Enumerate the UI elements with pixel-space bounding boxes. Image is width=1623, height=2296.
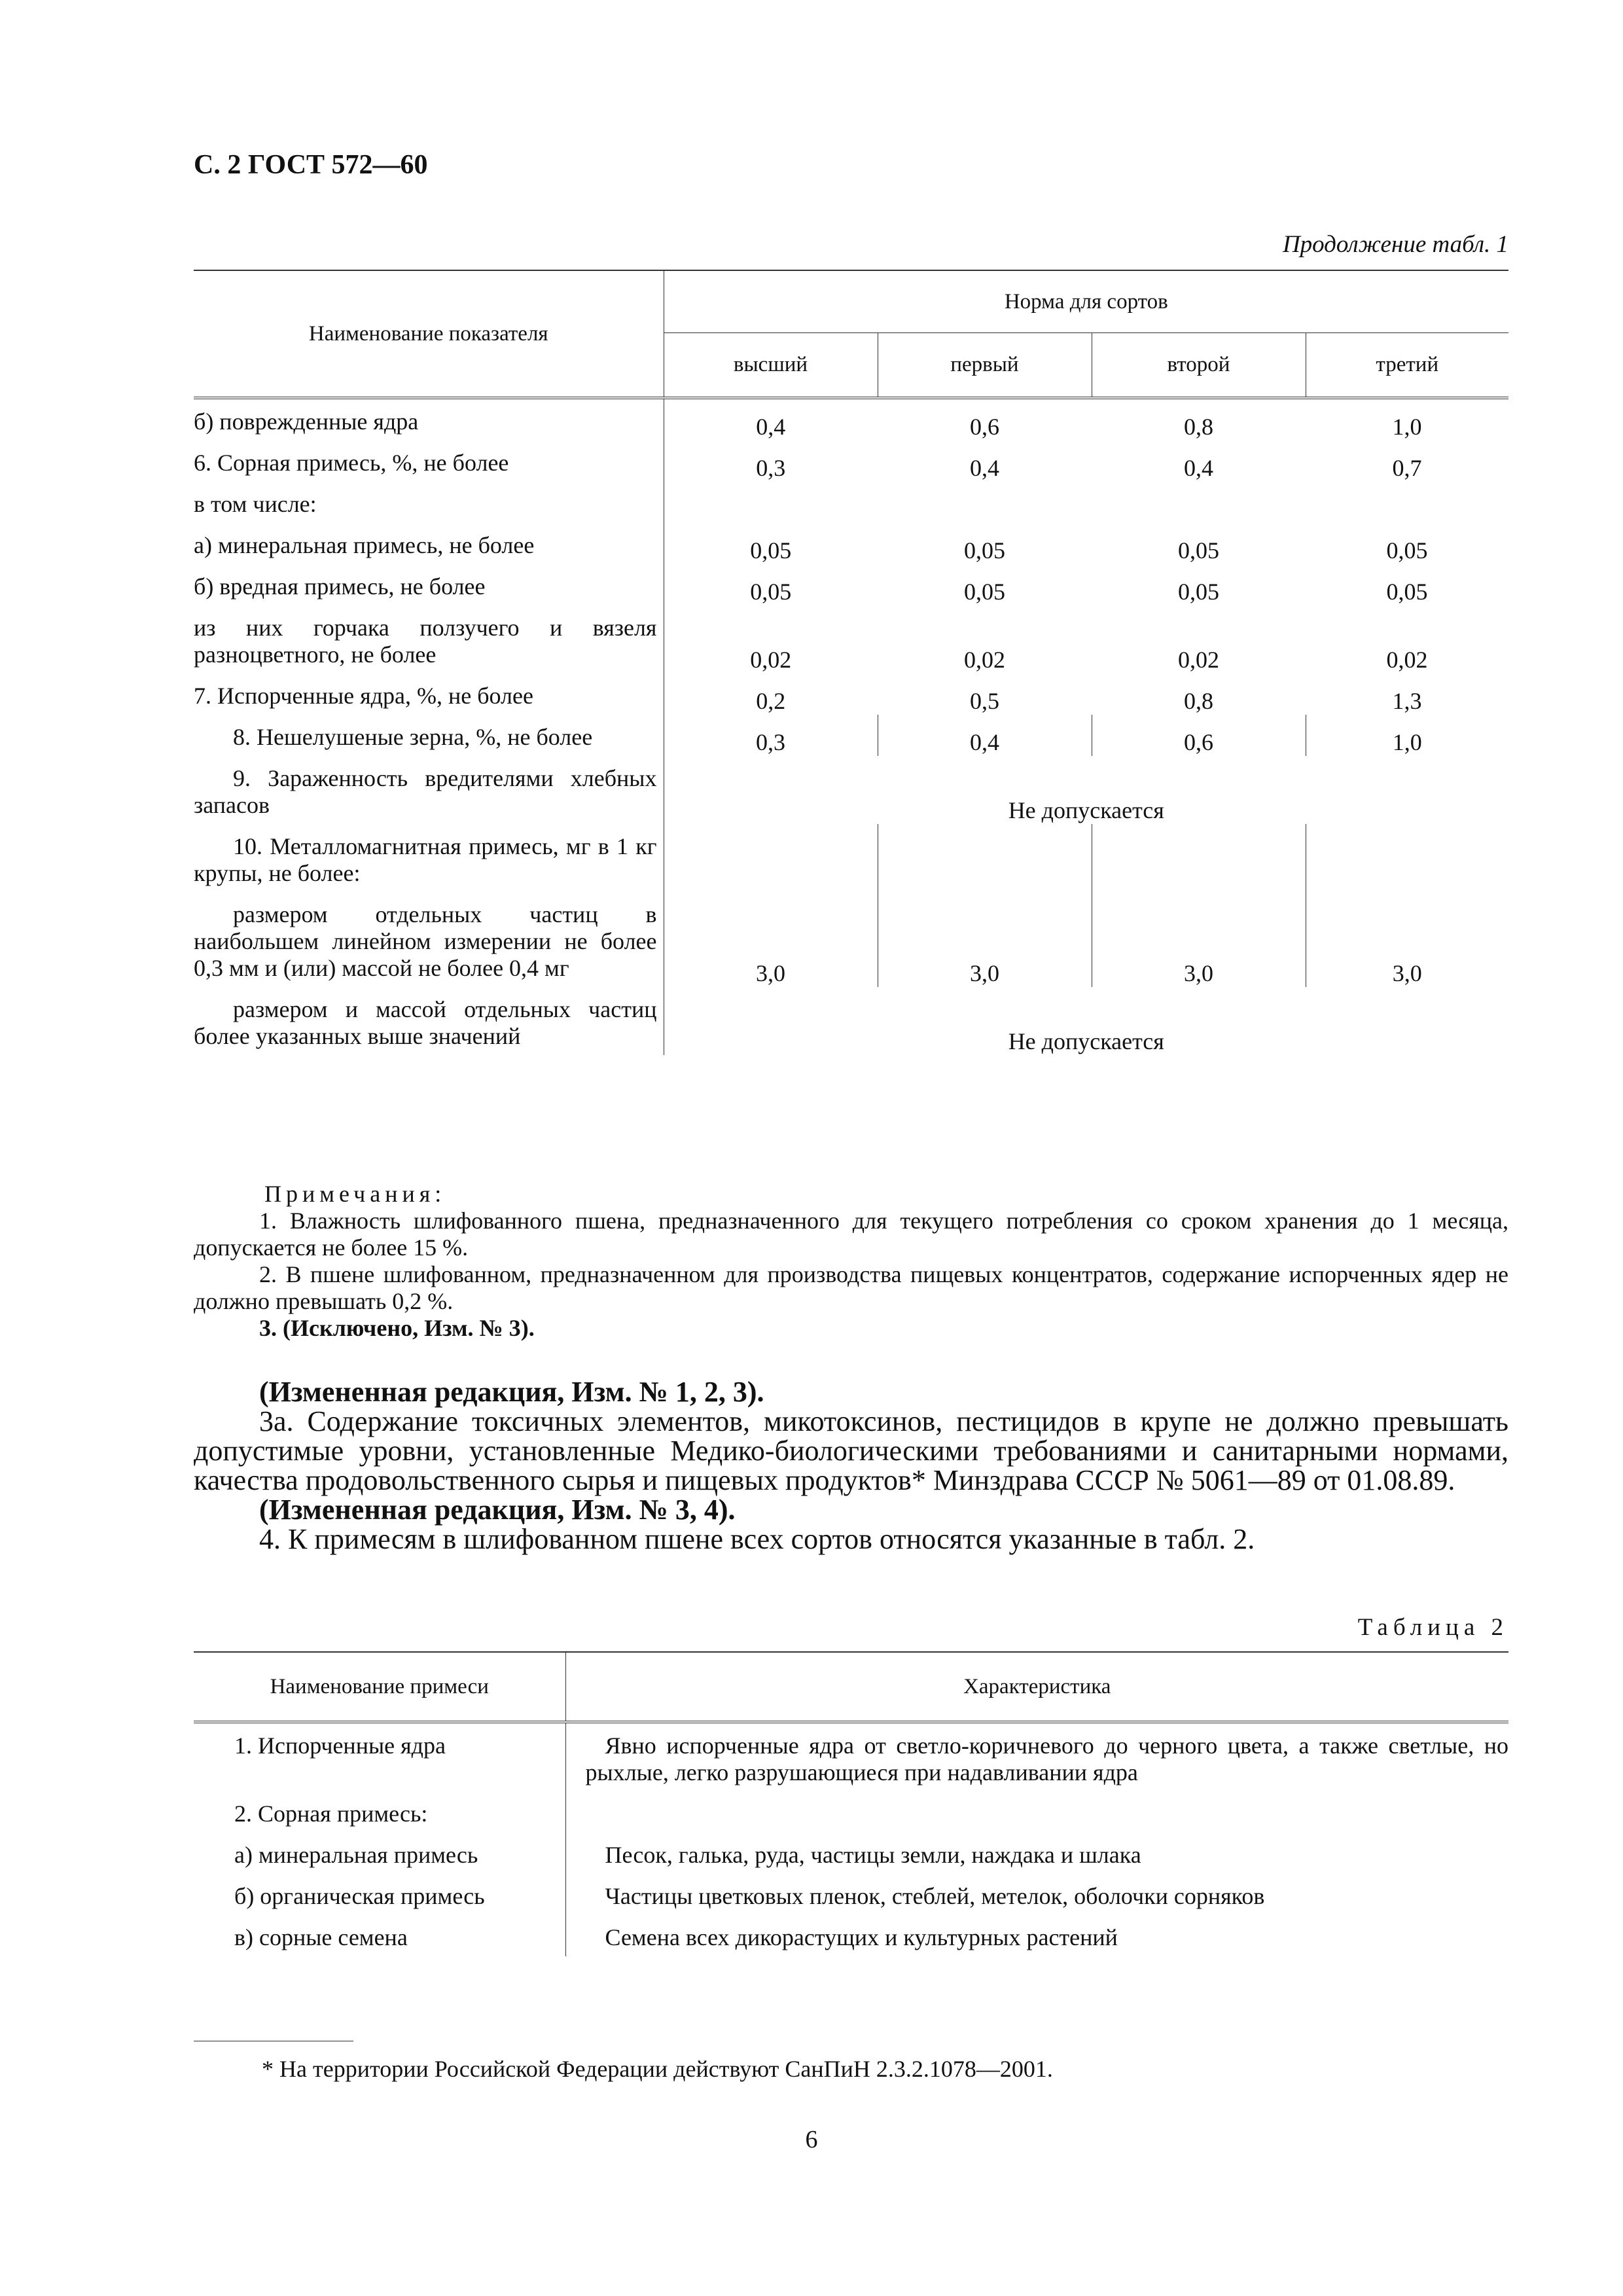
cell-value: 3,0 (878, 892, 1092, 987)
revision-note: (Измененная редакция, Изм. № 1, 2, 3). (259, 1376, 764, 1408)
cell-span-value: Не допускается (1008, 1028, 1164, 1054)
row-label: из них горчака ползучего и вязеля разноцветного, не более (194, 605, 664, 673)
impurity-name: 2. Сорная примесь: (194, 1791, 565, 1833)
table-row (194, 824, 1508, 892)
table-row (194, 1915, 1508, 1956)
cell-value: 0,8 (1184, 688, 1213, 714)
table-row (194, 1722, 1508, 1791)
cell-value: 0,3 (756, 455, 786, 481)
cell-value: 0,05 (1386, 537, 1428, 564)
cell-value: 0,4 (970, 455, 999, 481)
cell-value: 0,3 (664, 715, 878, 756)
row-label: 8. Нешелушеные зерна, %, не более (194, 715, 664, 756)
cell-value: 0,05 (964, 579, 1005, 605)
col-header-grade: второй (1092, 333, 1306, 399)
note-item: 2. В пшене шлифованном, предназначенном для производства пищевых концентратов, содержание испорченных ядер не должно превышать 0,2 %. (194, 1261, 1508, 1314)
cell-value: 0,05 (750, 537, 792, 564)
page-number: 6 (805, 2126, 818, 2153)
cell-value: 0,02 (964, 647, 1005, 673)
cell-value: 3,0 (1392, 960, 1422, 986)
col-header-grade: первый (878, 333, 1092, 399)
row-label: 6. Сорная примесь, %, не более (194, 440, 664, 482)
body-section (194, 1377, 1508, 1554)
impurity-name: в) сорные семена (194, 1915, 565, 1956)
footnote: * На территории Российской Федерации действуют СанПиН 2.3.2.1078—2001. (262, 2056, 1053, 2082)
cell-value: 0,02 (1386, 647, 1428, 673)
cell-value: 0,05 (964, 537, 1005, 564)
col-header-impurity: Наименование примеси (194, 1652, 565, 1722)
table-row (194, 1874, 1508, 1915)
cell-span-value: Не допускается (1008, 797, 1164, 823)
table-row (194, 398, 1508, 440)
cell-value: 1,0 (1392, 729, 1422, 755)
note-item: 1. Влажность шлифованного пшена, предназначенного для текущего потребления со сроком хранения до 1 месяца, допускается не более 15 %. (194, 1208, 1508, 1261)
row-label: 7. Испорченные ядра, %, не более (194, 673, 664, 715)
notes-heading: Примечания: (264, 1181, 446, 1207)
cell-value: 0,4 (878, 715, 1092, 756)
impurity-description: Семена всех дикорастущих и культурных растений (605, 1924, 1118, 1950)
col-header-characteristic: Характеристика (963, 1674, 1111, 1698)
impurity-name: б) органическая примесь (194, 1874, 565, 1915)
table-2 (194, 1651, 1508, 1956)
cell-value: 0,4 (1184, 455, 1213, 481)
col-header-grade: высший (664, 333, 878, 399)
table-row (194, 987, 1508, 1055)
cell-value: 0,05 (1178, 537, 1219, 564)
impurity-name: 1. Испорченные ядра (194, 1722, 565, 1791)
table-row (194, 892, 1508, 987)
cell-value: 0,05 (750, 579, 792, 605)
cell-value: 0,5 (970, 688, 999, 714)
cell-value: 3,0 (664, 892, 878, 987)
table-row (194, 673, 1508, 715)
cell-value: 0,05 (1178, 579, 1219, 605)
table-row (194, 482, 1508, 523)
cell-value: 0,2 (756, 688, 786, 714)
cell-value: 0,4 (756, 414, 786, 440)
cell-value: 3,0 (1092, 892, 1306, 987)
cell-value: 0,7 (1392, 455, 1422, 481)
page-header: С. 2 ГОСТ 572—60 (194, 150, 428, 180)
table-row (194, 756, 1508, 824)
table1-caption: Продолжение табл. 1 (1282, 231, 1508, 258)
impurity-description: Частицы цветковых пленок, стеблей, метелок, оболочки сорняков (605, 1883, 1265, 1909)
notes-section (194, 1181, 1508, 1342)
cell-value: 0,6 (970, 414, 999, 440)
table-row (194, 715, 1508, 756)
table-row (194, 1833, 1508, 1874)
row-label: размером и массой отдельных частиц более указанных выше значений (194, 987, 664, 1055)
cell-value: 1,0 (1392, 414, 1422, 440)
cell-value: 0,8 (1184, 414, 1213, 440)
table-row (194, 605, 1508, 673)
table-row (194, 440, 1508, 482)
row-label: б) вредная примесь, не более (194, 564, 664, 605)
cell-value: 0,02 (750, 647, 792, 673)
cell-value: 0,6 (1092, 715, 1306, 756)
impurity-description: Явно испорченные ядра от светло-коричневого до черного цвета, а также светлые, но рыхлые, легко разрушающиеся при надавливании ядра (585, 1732, 1508, 1785)
row-label: а) минеральная примесь, не более (194, 523, 664, 564)
cell-value: 0,02 (1178, 647, 1219, 673)
impurity-name: а) минеральная примесь (194, 1833, 565, 1874)
note-excluded: 3. (Исключено, Изм. № 3). (259, 1315, 535, 1341)
row-label: размером отдельных частиц в наибольшем линейном измерении не более 0,3 мм и (или) массой не более 0,4 мг (194, 892, 664, 987)
col-header-norm: Норма для сортов (664, 270, 1508, 333)
table-row (194, 1791, 1508, 1833)
paragraph-4: 4. К примесям в шлифованном пшене всех сортов относятся указанные в табл. 2. (259, 1523, 1255, 1555)
col-header-grade: третий (1376, 353, 1439, 376)
cell-value: 1,3 (1392, 688, 1422, 714)
row-label: б) поврежденные ядра (194, 398, 664, 440)
table2-caption: Таблица 2 (1357, 1614, 1508, 1641)
col-header-name: Наименование показателя (194, 270, 664, 398)
table-row (194, 523, 1508, 564)
impurity-description: Песок, галька, руда, частицы земли, наждака и шлака (605, 1842, 1141, 1868)
row-label: 9. Зараженность вредителями хлебных запасов (194, 756, 664, 824)
cell-value: 0,05 (1386, 579, 1428, 605)
row-label: 10. Металломагнитная примесь, мг в 1 кг крупы, не более: (194, 824, 664, 892)
row-label: в том числе: (194, 482, 664, 523)
table-row (194, 564, 1508, 605)
revision-note: (Измененная редакция, Изм. № 3, 4). (259, 1494, 736, 1526)
paragraph-3a: 3а. Содержание токсичных элементов, микотоксинов, пестицидов в крупе не должно превышать допустимые уровни, установленные Медико-биологическими требованиями и санитарными нормами, качества продовольственного сырья и пищевых продуктов* Минздрава СССР № 5061—89 от 01.08.89. (194, 1405, 1508, 1496)
table-1 (194, 270, 1508, 1055)
